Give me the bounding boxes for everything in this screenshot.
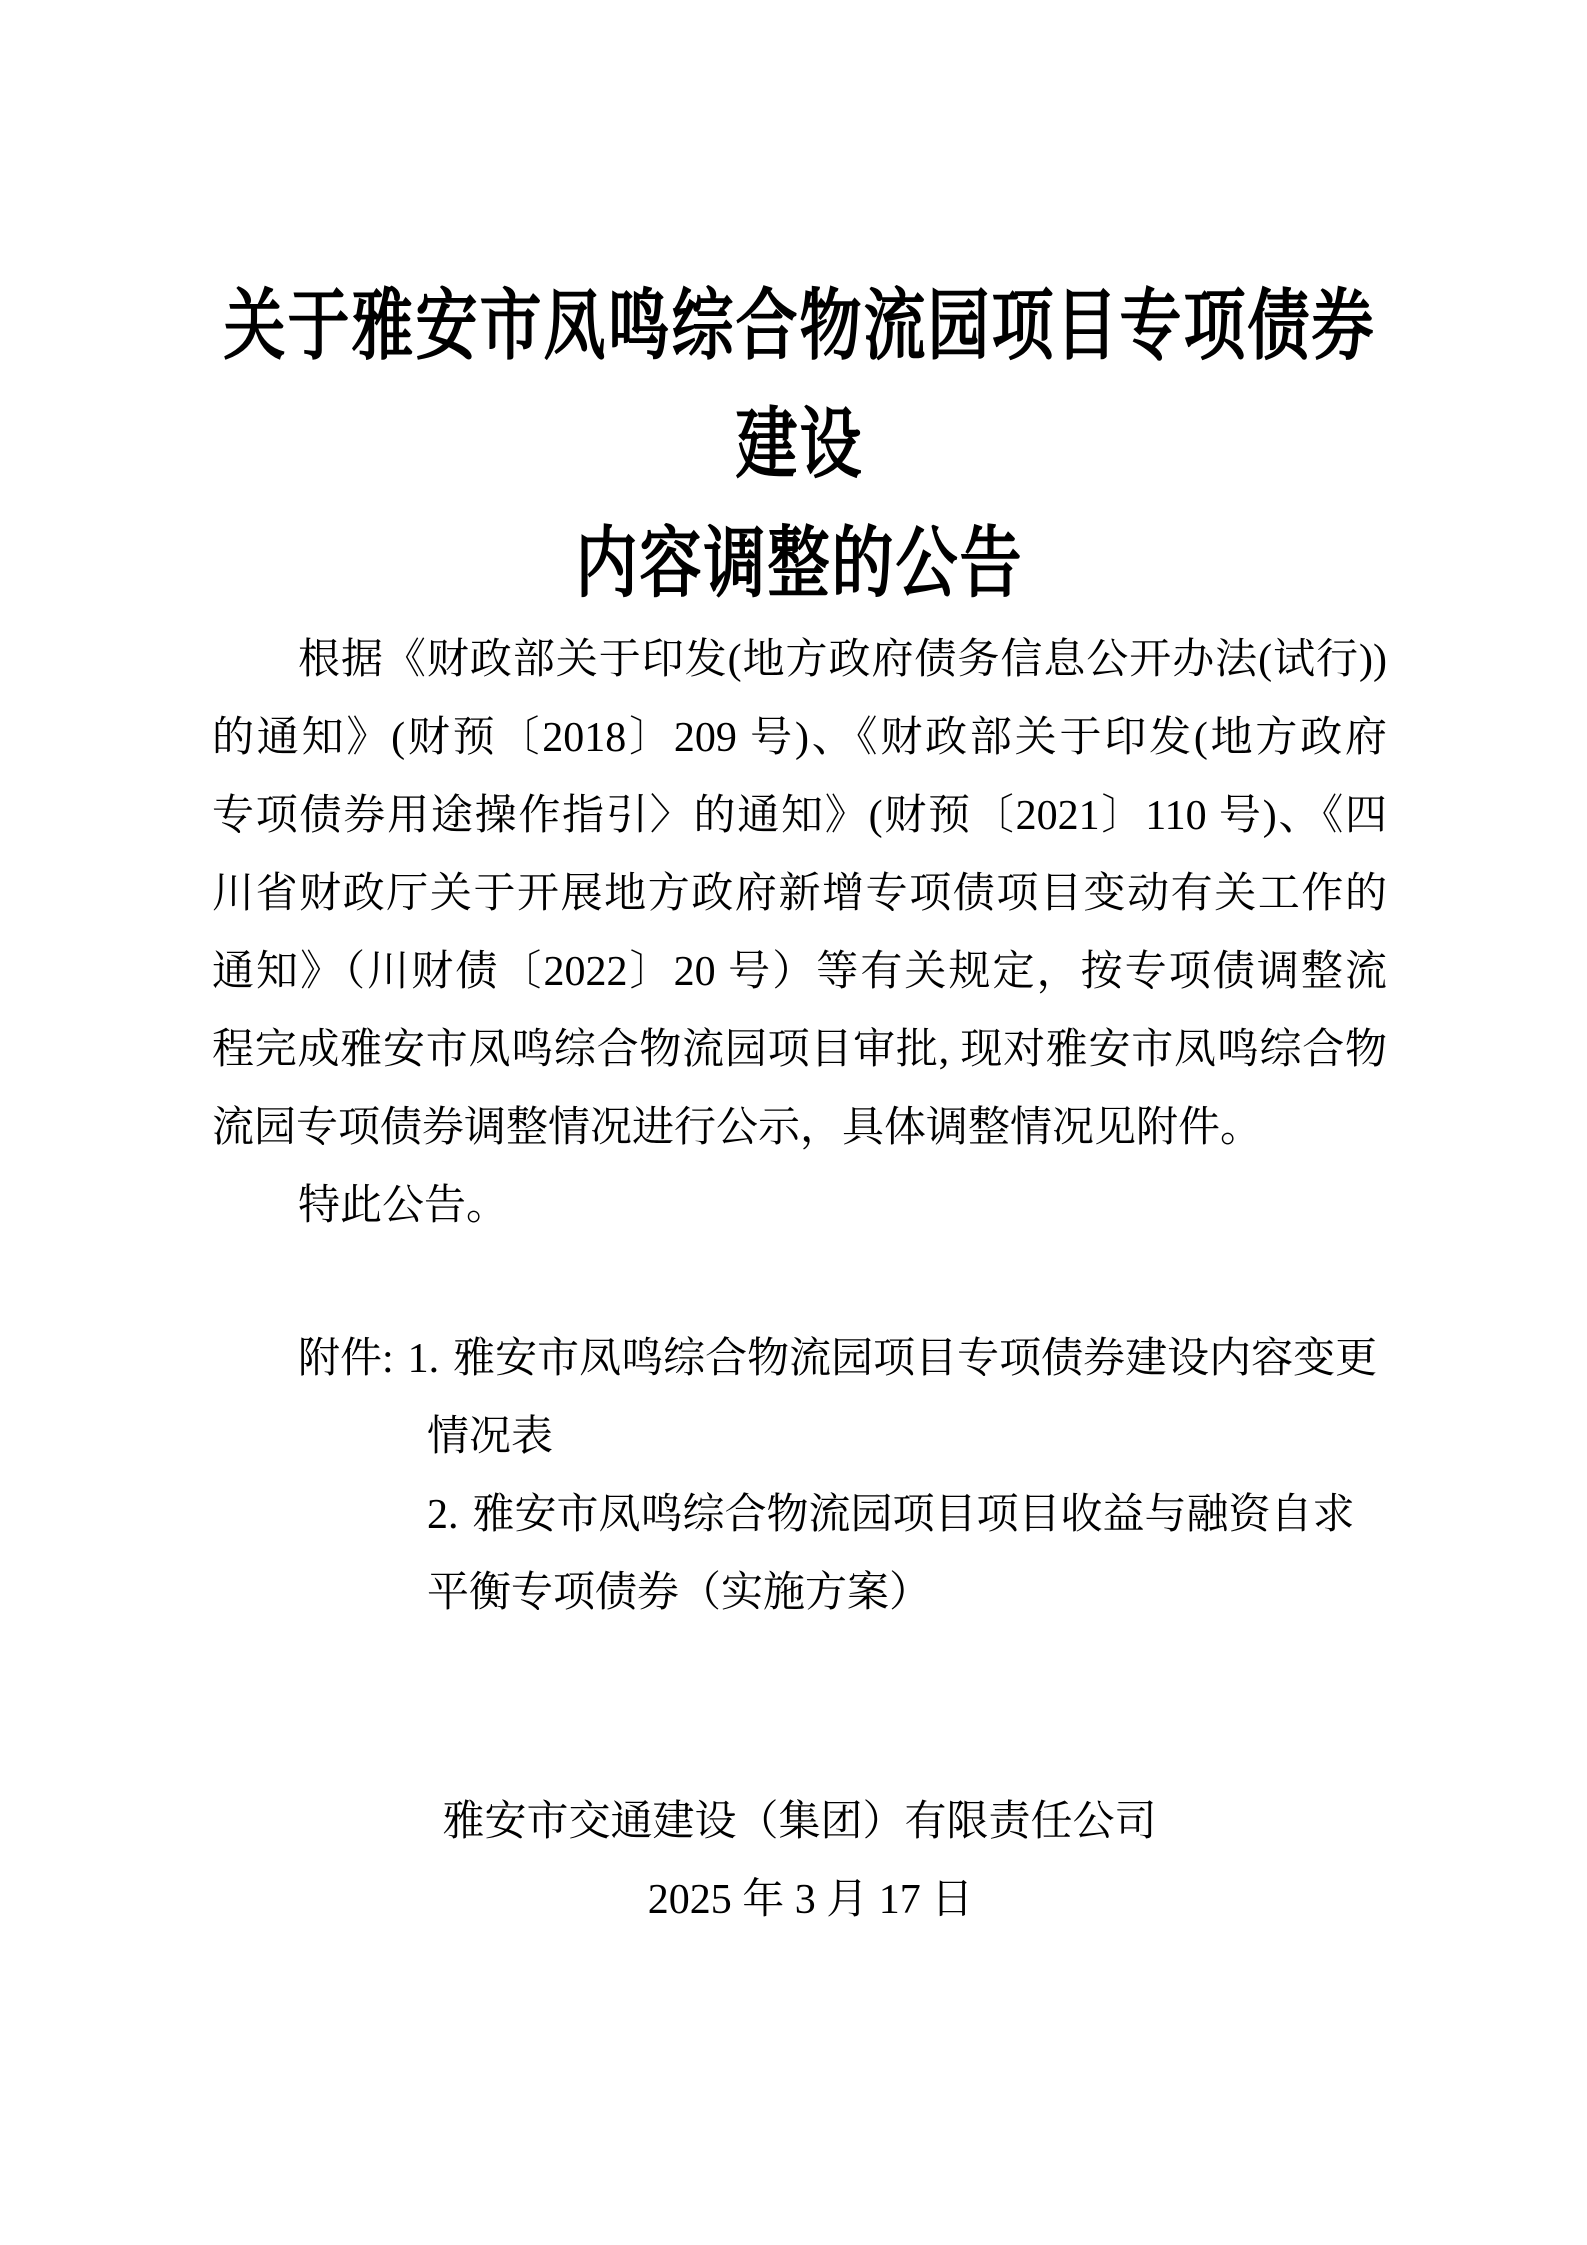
body-line: 流园专项债券调整情况进行公示，具体调整情况见附件。 bbox=[212, 1105, 1263, 1151]
body-line: 专项债券用途操作指引〉的通知》(财预〔2021〕110 号)、《四 bbox=[212, 793, 1387, 839]
main-paragraph bbox=[212, 621, 1387, 1245]
document-title bbox=[212, 268, 1387, 624]
document-content bbox=[212, 0, 1387, 1939]
attachment-item2-text: 雅安市凤鸣综合物流园项目项目收益与融资自求 bbox=[472, 1492, 1355, 1538]
attachment-line-2 bbox=[212, 1398, 1387, 1476]
body-line: 根据《财政部关于印发(地方政府债务信息公开办法(试行)) bbox=[298, 637, 1387, 683]
attachment-item1-number: 1. bbox=[407, 1336, 440, 1382]
attachment-item2-text-cont: 平衡专项债券（实施方案） bbox=[427, 1570, 932, 1616]
body-line: 程完成雅安市凤鸣综合物流园项目审批, 现对雅安市凤鸣综合物 bbox=[212, 1027, 1387, 1073]
document-title-line1: 关于雅安市凤鸣综合物流园项目专项债券建设 bbox=[223, 284, 1376, 488]
attachment-line-4 bbox=[212, 1554, 1387, 1632]
closing-line: 特此公告。 bbox=[298, 1183, 509, 1229]
attachment-label: 附件: bbox=[298, 1336, 394, 1382]
issue-date: 2025 年 3 月 17 日 bbox=[647, 1877, 974, 1923]
attachment-line-3 bbox=[212, 1476, 1387, 1554]
attachment-line-1 bbox=[212, 1320, 1387, 1398]
attachment-item1-text-cont: 情况表 bbox=[427, 1414, 554, 1460]
body-line: 川省财政厅关于开展地方政府新增专项债项目变动有关工作的 bbox=[212, 871, 1387, 917]
body-line: 的通知》(财预〔2018〕209 号)、《财政部关于印发(地方政府 bbox=[212, 715, 1387, 761]
signer-name: 雅安市交通建设（集团）有限责任公司 bbox=[442, 1799, 1157, 1845]
attachment-item2-number: 2. bbox=[427, 1492, 459, 1538]
attachment-block bbox=[212, 1320, 1387, 1632]
attachment-item1-text: 雅安市凤鸣综合物流园项目专项债券建设内容变更 bbox=[453, 1336, 1378, 1382]
document-title-line2: 内容调整的公告 bbox=[575, 521, 1024, 607]
signature-block bbox=[212, 1783, 1387, 1939]
body-line: 通知》（川财债〔2022〕20 号）等有关规定，按专项债调整流 bbox=[212, 949, 1387, 995]
